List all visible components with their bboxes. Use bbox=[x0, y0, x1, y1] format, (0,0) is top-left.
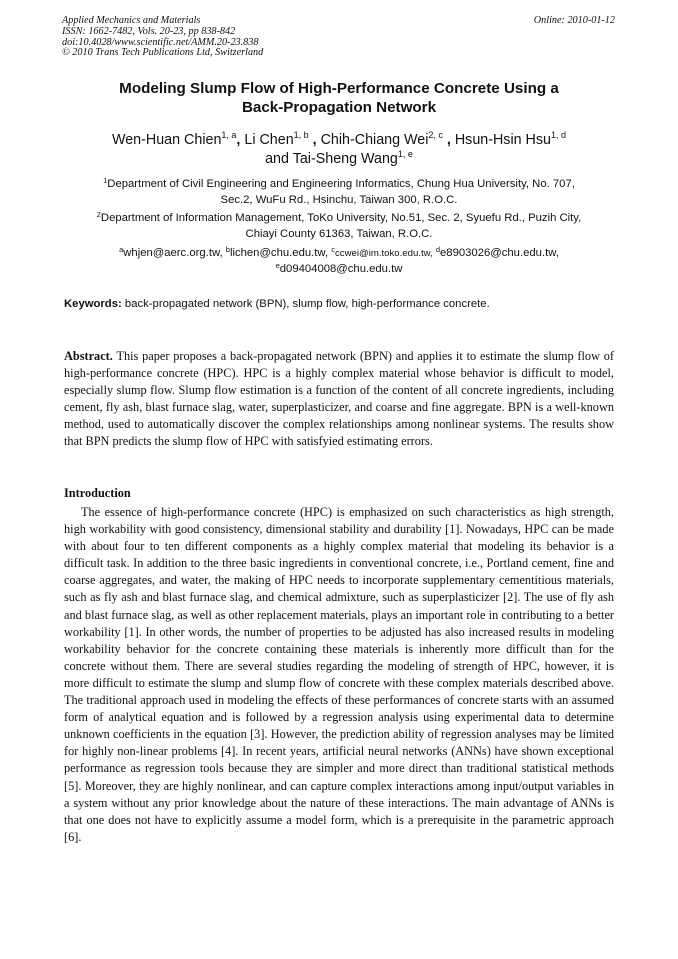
abstract-text: This paper proposes a back-propagated network (BPN) and applies it to estimate the slump flow of high-performance concrete (HPC). HPC is a highly complex material whose behavior is difficult to model, especially slump flow. Slump flow estimation is a function of the content of all concrete ingredients, including cement, fly ash, blast furnace slag, water, superplasticizer, and coarse and fine aggregate. BPN is a well-known method, used to automatically discover the complex relationships among nonlinear systems. The results show that BPN predicts the slump flow of HPC with satisfyied estimating errors. bbox=[64, 349, 614, 449]
author-sup: 2, c bbox=[428, 130, 443, 140]
copyright-line: © 2010 Trans Tech Publications Ltd, Switzerland bbox=[62, 47, 264, 59]
affiliation-2 bbox=[60, 211, 618, 242]
affiliation-1 bbox=[60, 177, 618, 208]
keywords bbox=[64, 297, 616, 312]
email-link[interactable]: ccwei@im.toko.edu.tw, bbox=[334, 248, 433, 259]
author-name: Li Chen bbox=[244, 132, 294, 148]
author-name: Hsun-Hsin Hsu bbox=[454, 132, 551, 148]
email-list: $^a$whjen@aerc.org.tw, $^b$lichen@chu.edu.tw, $^c$ccwei@im.toko.edu.tw, $^d$e8903026@chu.edu.tw, $^e$d09404008@chu.edu.tw bbox=[119, 245, 559, 275]
affiliation-number: 1 bbox=[103, 176, 108, 185]
email-link[interactable]: whjen@aerc.org.tw, bbox=[123, 247, 223, 259]
abstract bbox=[64, 348, 614, 451]
keywords-text: back-propagated network (BPN), slump flow, high-performance concrete. bbox=[124, 298, 490, 310]
title-line-2: Back-Propagation Network bbox=[241, 99, 437, 116]
title-line-1: Modeling Slump Flow of High-Performance Concrete Using a bbox=[119, 80, 559, 97]
affiliation-text: Chiayi County 61363, Taiwan, R.O.C. bbox=[245, 227, 433, 240]
author-sup: 1, a bbox=[221, 130, 237, 140]
author-line-2 bbox=[60, 150, 618, 169]
email-link[interactable]: e8903026@chu.edu.tw, bbox=[440, 247, 559, 259]
affiliation-text: Sec.2, WuFu Rd., Hsinchu, Taiwan 300, R.O.C. bbox=[220, 193, 458, 206]
online-date: Online: 2010-01-12 bbox=[533, 15, 615, 26]
author-name: Tai-Sheng Wang bbox=[292, 150, 398, 167]
journal-header bbox=[62, 16, 263, 59]
author-list bbox=[60, 131, 618, 168]
author-sup: 1, d bbox=[550, 130, 566, 140]
journal-name: Applied Mechanics and Materials bbox=[62, 15, 201, 26]
author-name: Chih-Chiang Wei bbox=[320, 132, 429, 148]
issn-line: ISSN: 1662-7482, Vols. 20-23, pp 838-842 bbox=[62, 25, 236, 37]
introduction-paragraph: The essence of high-performance concrete (HPC) is emphasized on such characteristics as high strength, high workability with good consistency, dimensional stability and durability [1]. Nowadays, HPC can be made with about four to ten different components as a highly complex material that modeling its behavior is a difficult task. In addition to the three basic ingredients in conventional concrete, i.e., Portland cement, fine and coarse aggregates, and water, the making of HPC needs to incorporate supplementary cementitious materials, such as fly ash and blast furnace slag, and chemical admixture, such as superplasticizer [2]. The use of fly ash and blast furnace slag, as well as other replacement materials, plays an important role in contributing to a better workability [1]. In other words, the number of properties to be adjusted has also increased results in modeling workability behavior for the concrete containing these materials is inherently more difficult than for the concrete without them. There are several studies regarding the modeling of strength of HPC, however, it is more difficult to estimate the slump and slump flow of concrete with these complex materials described above. The traditional approach used in modeling the effects of these performances of concrete starts with an assumed form of analytical equation and is followed by a regression analysis using experimental data to determine unknown coefficients in the equation [3]. However, the prediction ability of regression analyses may be limited for highly non-linear problems [4]. In recent years, artificial neural networks (ANNs) have shown exceptional performance as regression tools because they are simpler and more direct than traditional statistical methods [5]. Moreover, they are highly nonlinear, and can capture complex interactions among input/output variables in a system without any prior knowledge about the nature of these interactions. The main advantage of ANNs is that one does not have to explicitly assume a model form, which is a prerequisite in the parametric approach [6]. bbox=[64, 505, 614, 844]
affiliation-text: Department of Information Management, ToKo University, No.51, Sec. 2, Syuefu Rd., Puzih City, bbox=[100, 212, 582, 224]
section-heading: Introduction bbox=[64, 486, 131, 500]
keywords-label: Keywords: bbox=[64, 298, 122, 310]
affiliation-text: Department of Civil Engineering and Engineering Informatics, Chung Hua University, No. 707, bbox=[107, 178, 575, 190]
paper-title bbox=[60, 79, 618, 117]
author-name: Wen-Huan Chien bbox=[112, 132, 222, 148]
author-sup: 1, e bbox=[397, 148, 413, 159]
affiliation-number: 2 bbox=[96, 210, 101, 219]
abstract-label: Abstract. bbox=[64, 349, 113, 363]
author-sup: 1, b bbox=[293, 130, 309, 140]
email-link[interactable]: d09404008@chu.edu.tw bbox=[279, 262, 403, 275]
email-link[interactable]: lichen@chu.edu.tw, bbox=[229, 247, 329, 259]
doi-line: doi:10.4028/www.scientific.net/AMM.20-23.838 bbox=[62, 36, 259, 48]
author-and: and bbox=[265, 150, 289, 167]
author-line-1: Wen-Huan Chien$^{1, a}$, Li Chen$^{1, b}$ , Chih-Chiang Wei$^{2, c}$ , Hsun-Hsin Hsu$^{1, d}$ bbox=[112, 130, 566, 148]
